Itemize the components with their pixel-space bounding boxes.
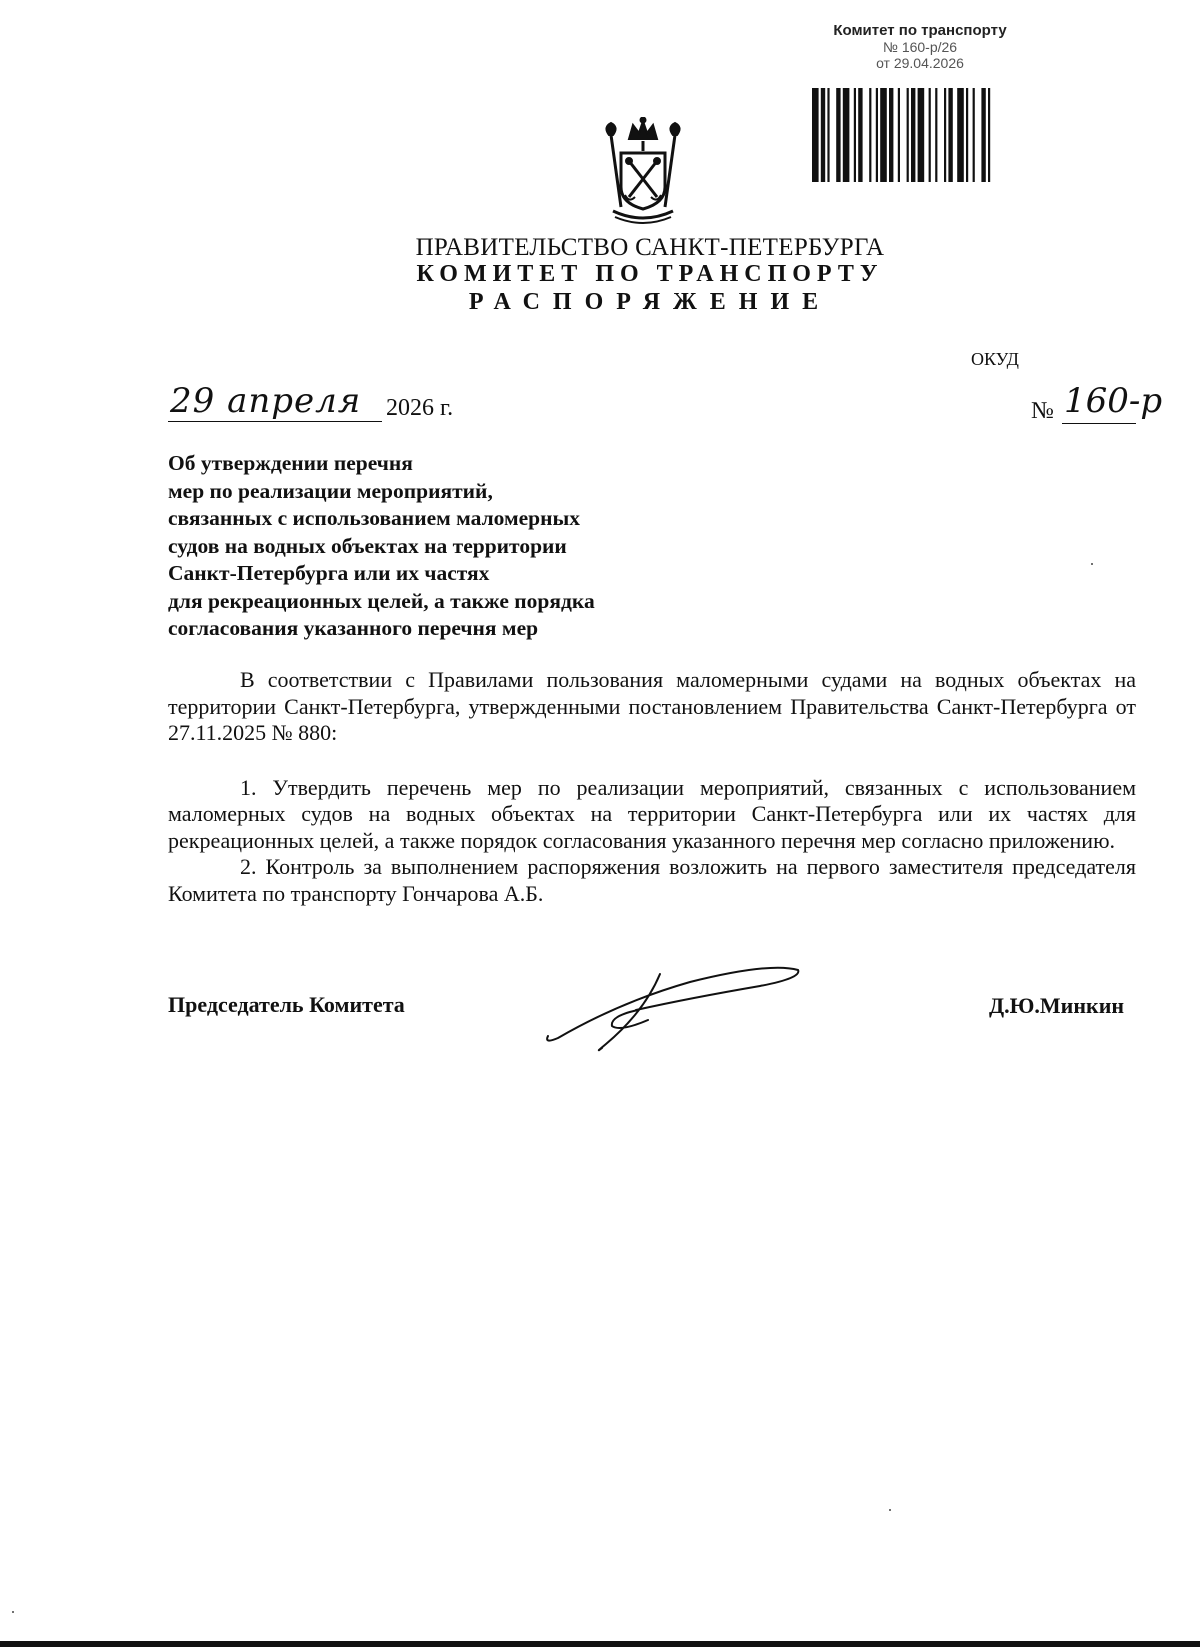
barcode-bar: [973, 88, 975, 182]
date-year: 2026 г.: [386, 395, 454, 421]
barcode-bar: [966, 88, 968, 182]
barcode-bar: [898, 88, 900, 182]
document-type-heading: РАСПОРЯЖЕНИЕ: [468, 289, 832, 315]
stamp-date: от 29.04.2026: [876, 55, 964, 71]
signatory-name: Д.Ю.Минкин: [989, 993, 1125, 1018]
barcode-bar: [988, 88, 990, 182]
barcode-bar: [911, 88, 915, 182]
barcode-bar: [854, 88, 856, 182]
barcode-bar: [918, 88, 925, 182]
number-handwritten: 160-р: [1064, 381, 1163, 421]
title-line: Санкт-Петербурга или их частях: [168, 561, 490, 585]
barcode-bar: [812, 88, 819, 182]
barcode-bar: [981, 88, 985, 182]
scan-speck: [12, 1611, 14, 1613]
title-line: связанных с использованием маломерных: [168, 506, 581, 530]
barcode: [812, 88, 1040, 182]
barcode-bar: [827, 88, 829, 182]
title-line: Об утверждении перечня: [168, 451, 413, 475]
barcode-bar: [944, 88, 946, 182]
committee-heading: КОМИТЕТ ПО ТРАНСПОРТУ: [416, 261, 884, 287]
number-sign: №: [1031, 398, 1054, 424]
stamp-number: № 160-р/26: [882, 39, 958, 55]
barcode-bar: [957, 88, 964, 182]
date-handwritten: 29 апреля: [170, 381, 362, 421]
barcode-bar: [876, 88, 878, 182]
title-line: мер по реализации мероприятий,: [168, 478, 493, 503]
barcode-bar: [929, 88, 931, 182]
title-line: для рекреационных целей, а также порядка: [168, 588, 595, 613]
barcode-bar: [948, 88, 952, 182]
barcode-bar: [935, 88, 937, 182]
signatory-role: Председатель Комитета: [168, 992, 405, 1017]
barcode-bar: [880, 88, 887, 182]
handwritten-signature: [540, 952, 820, 1057]
barcode-bar: [821, 88, 825, 182]
number-underline: [1062, 423, 1136, 424]
barcode-bar: [869, 88, 871, 182]
document-title: [168, 450, 728, 643]
title-line: судов на водных объектах на территории: [168, 533, 567, 558]
item-2-paragraph: 2. Контроль за выполнением распоряжения возложить на первого заместителя председателя Комитета по транспорту Гончарова А.Б.: [168, 854, 1136, 906]
scan-bottom-edge: [0, 1641, 1200, 1647]
barcode-bar: [836, 88, 840, 182]
paragraph-gap: [168, 747, 1136, 775]
barcode-bar: [907, 88, 909, 182]
okud-label: ОКУД: [971, 349, 1019, 369]
stamp-organization: Комитет по транспорту: [833, 22, 1007, 39]
barcode-bar: [889, 88, 893, 182]
scan-speck: [1091, 563, 1093, 565]
registration-stamp: [800, 22, 1040, 71]
barcode-bar: [843, 88, 850, 182]
government-heading: ПРАВИТЕЛЬСТВО САНКТ-ПЕТЕРБУРГА: [415, 234, 885, 261]
title-line: согласования указанного перечня мер: [168, 616, 539, 640]
coat-of-arms-emblem: [593, 117, 693, 225]
item-1-paragraph: 1. Утвердить перечень мер по реализации мероприятий, связанных с использованием маломерных судов на водных объектах на территории Санкт-Петербурга или их частях для рекреационных целей, а также порядок согласования указанного перечня мер согласно приложению.: [168, 774, 1136, 853]
document-body: [168, 667, 1136, 907]
date-underline: [168, 421, 382, 422]
preamble-paragraph: В соответствии с Правилами пользования маломерными судами на водных объектах на территории Санкт-Петербурга, утвержденными постановлением Правительства Санкт-Петербурга от 27.11.2025 № 880:: [168, 667, 1136, 745]
barcode-bar: [858, 88, 862, 182]
scan-speck: [889, 1509, 891, 1511]
